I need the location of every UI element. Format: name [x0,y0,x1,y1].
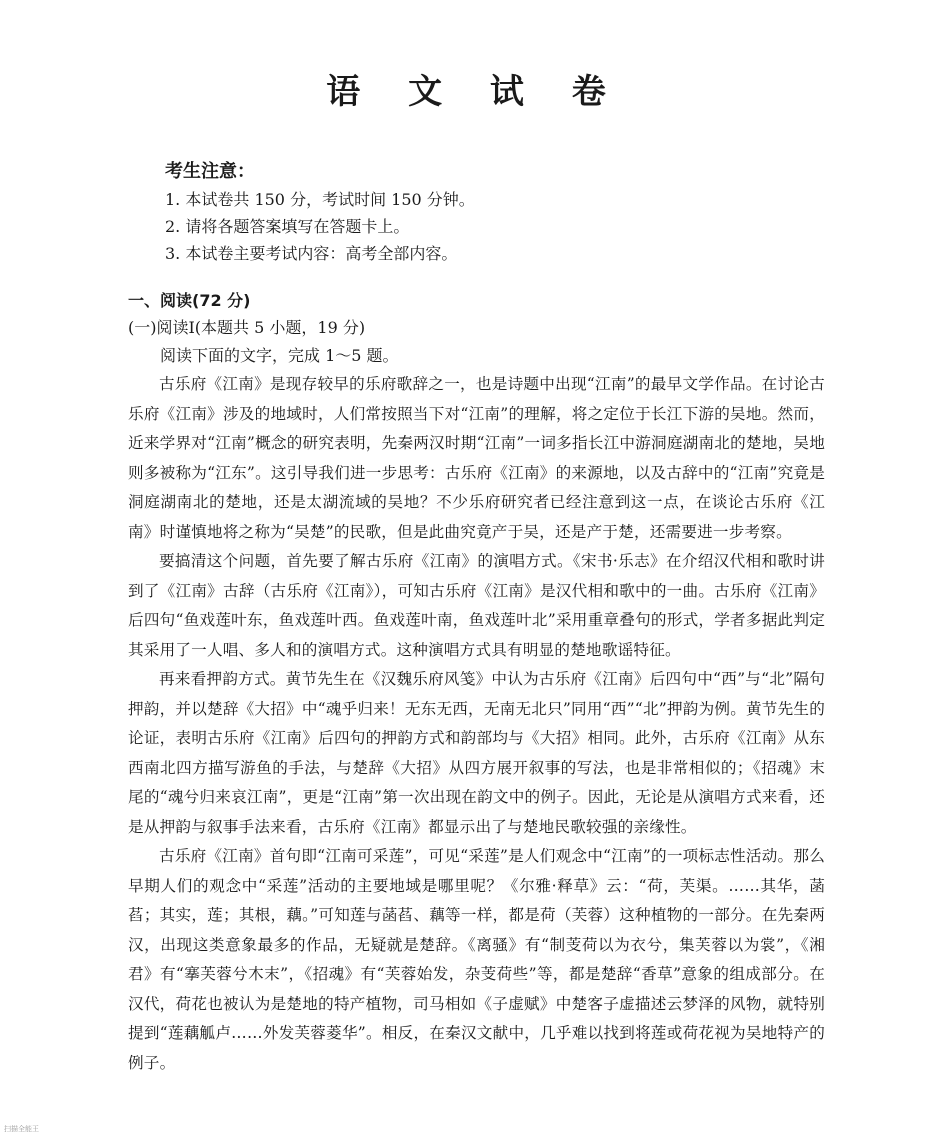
scanner-watermark: 扫描全能王 [4,1125,39,1133]
passage-paragraph-1: 古乐府《江南》是现存较早的乐府歌辞之一，也是诗题中出现“江南”的最早文学作品。在讨论古乐府《江南》涉及的地域时，人们常按照当下对“江南”的理解，将之定位于长江下游的吴地。然而，近来学界对“江南”概念的研究表明，先秦两汉时期“江南”一词多指长江中游洞庭湖南北的楚地，吴地则多被称为“江东”。这引导我们进一步思考：古乐府《江南》的来源地，以及古辞中的“江南”究竟是洞庭湖南北的楚地，还是太湖流域的吴地？不少乐府研究者已经注意到这一点，在谈论古乐府《江南》时谨慎地将之称为“吴楚”的民歌，但是此曲究竟产于吴，还是产于楚，还需要进一步考察。 [128,375,825,541]
reading-passage [128,370,825,1078]
notice-heading: 考生注意： [165,161,255,182]
notice-item-3: 3. 本试卷主要考试内容：高考全部内容。 [165,244,458,263]
notice-item-1: 1. 本试卷共 150 分，考试时间 150 分钟。 [165,190,475,209]
section-heading: 一、阅读(72 分) [128,291,251,310]
passage-paragraph-4: 古乐府《江南》首句即“江南可采莲”，可见“采莲”是人们观念中“江南”的一项标志性活动。那么早期人们的观念中“采莲”活动的主要地域是哪里呢？《尔雅·释草》云：“荷，芙渠。……其华，菡萏；其实，莲；其根，藕。”可知莲与菡萏、藕等一样，都是荷（芙蓉）这种植物的一部分。在先秦两汉，出现这类意象最多的作品，无疑就是楚辞。《离骚》有“制芰荷以为衣兮，集芙蓉以为裳”，《湘君》有“搴芙蓉兮木末”，《招魂》有“芙蓉始发，杂芰荷些”等，都是楚辞“香草”意象的组成部分。在汉代，荷花也被认为是楚地的特产植物，司马相如《子虚赋》中楚客子虚描述云梦泽的风物，就特别提到“莲藕觚卢……外发芙蓉菱华”。相反，在秦汉文献中，几乎难以找到将莲或荷花视为吴地特产的例子。 [128,847,825,1072]
reading-instruction: 阅读下面的文字，完成 1～5 题。 [160,346,399,365]
candidate-notice [165,158,865,267]
notice-item-2: 2. 请将各题答案填写在答题卡上。 [165,217,410,236]
section-sub-heading: (一)阅读Ⅰ(本题共 5 小题，19 分) [128,318,366,337]
reading-section-header [128,288,828,370]
passage-paragraph-3: 再来看押韵方式。黄节先生在《汉魏乐府风笺》中认为古乐府《江南》后四句中“西”与“北”隔句押韵，并以楚辞《大招》中“魂乎归来！无东无西，无南无北只”同用“西”“北”押韵为例。黄节先生的论证，表明古乐府《江南》后四句的押韵方式和韵部均与《大招》相同。此外，古乐府《江南》从东西南北四方描写游鱼的手法，与楚辞《大招》从四方展开叙事的写法，也是非常相似的；《招魂》末尾的“魂兮归来哀江南”，更是“江南”第一次出现在韵文中的例子。因此，无论是从演唱方式来看，还是从押韵与叙事手法来看，古乐府《江南》都显示出了与楚地民歌较强的亲缘性。 [128,670,825,836]
page-title: 语 文 试 卷 [326,72,624,112]
passage-paragraph-2: 要搞清这个问题，首先要了解古乐府《江南》的演唱方式。《宋书·乐志》在介绍汉代相和歌时讲到了《江南》古辞（古乐府《江南》），可知古乐府《江南》是汉代相和歌中的一曲。古乐府《江南》后四句“鱼戏莲叶东，鱼戏莲叶西。鱼戏莲叶南，鱼戏莲叶北”采用重章叠句的形式，学者多据此判定其采用了一人唱、多人和的演唱方式。这种演唱方式具有明显的楚地歌谣特征。 [128,552,825,659]
